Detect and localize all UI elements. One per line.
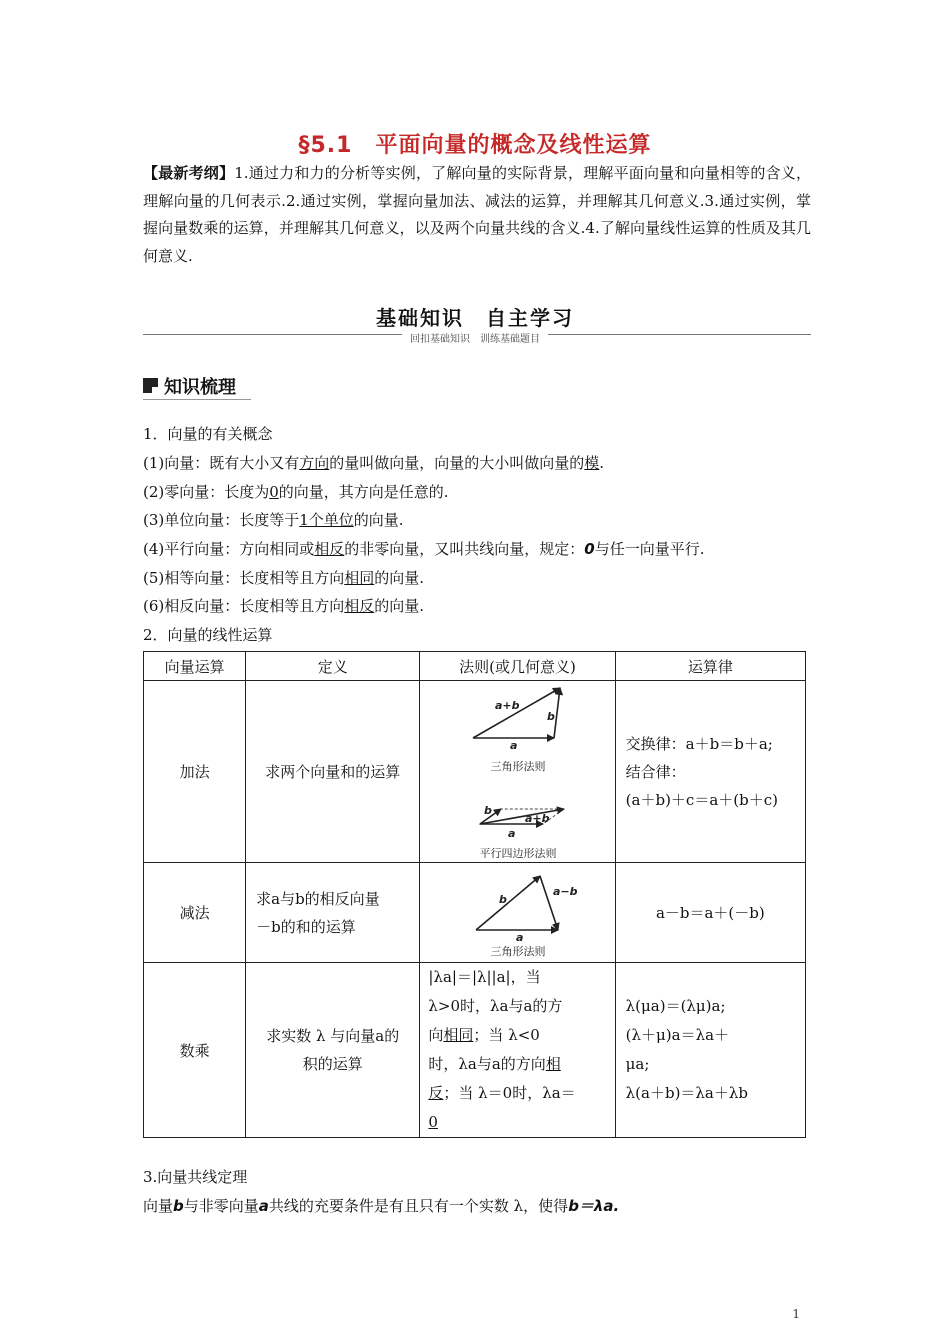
triangle-vector-b	[554, 688, 560, 738]
addition-diagram-cell	[420, 681, 615, 863]
concept-parallel-vector: (4)平行向量：方向相同或相反的非零向量，又叫共线向量，规定：0与任一向量平行.	[143, 540, 705, 558]
triangle-caption: 三角形法则	[490, 759, 546, 773]
multiplication-law4: λ(a＋b)＝λa＋λb	[625, 1084, 748, 1102]
parallelogram-label-a: a	[507, 826, 515, 840]
subtraction-diagram	[423, 865, 613, 957]
multiplication-law3: μa;	[625, 1055, 650, 1073]
parallelogram-label-sum: a+b	[524, 811, 550, 825]
banner-subtitle-wrap	[0, 327, 950, 346]
subtraction-name: 减法	[144, 863, 246, 963]
subtraction-law: a－b＝a＋(－b)	[615, 863, 805, 963]
subtraction-label-b: b	[498, 892, 507, 906]
multiplication-law1: λ(μa)＝(λμ)a;	[625, 997, 726, 1015]
triangle-label-sum: a+b	[494, 698, 520, 712]
addition-definition: 求两个向量和的运算	[246, 681, 420, 863]
multiplication-rule-line5: 反；当 λ＝0时，λa＝	[428, 1084, 576, 1102]
multiplication-rule	[420, 963, 615, 1138]
addition-law-associative-label: 结合律：	[625, 762, 686, 781]
outline-label: 【最新考纲】	[143, 164, 235, 182]
subtraction-caption: 三角形法则	[490, 944, 546, 957]
outline-text: 1.通过力和力的分析等实例，了解向量的实际背景，理解平面向量和向量相等的含义，理解向量的几何表示.2.通过实例，掌握向量加法、减法的运算，并理解其几何意义.3.通过实例，掌握向量数乘的运算，并理解其几何意义，以及两个向量共线的含义.4.了解向量线性运算的性质及其几何意义.	[143, 164, 811, 265]
table-row-addition	[144, 681, 806, 863]
header-operation: 向量运算	[144, 652, 246, 681]
syllabus-outline	[143, 160, 811, 270]
concept-vector: (1)向量：既有大小又有方向的量叫做向量，向量的大小叫做向量的模.	[143, 454, 605, 472]
table-header-row	[144, 652, 806, 681]
addition-name: 加法	[144, 681, 246, 863]
table-row-subtraction	[144, 863, 806, 963]
addition-law-commutative: 交换律：a＋b＝b＋a;	[625, 734, 773, 753]
page-number: 1	[792, 1307, 800, 1321]
concept-zero-vector: (2)零向量：长度为0的向量，其方向是任意的.	[143, 483, 449, 501]
header-rule: 法则(或几何意义)	[420, 652, 615, 681]
concept-unit-vector: (3)单位向量：长度等于1个单位的向量.	[143, 511, 404, 529]
subtraction-definition-line1: 求a与b的相反向量	[256, 889, 380, 908]
multiplication-rule-line6: 0	[428, 1113, 438, 1131]
page-title: §5.1 平面向量的概念及线性运算	[298, 133, 652, 158]
subtraction-diagram-cell	[420, 863, 615, 963]
linear-heading: 2．向量的线性运算	[143, 626, 273, 644]
subtraction-vector-b	[476, 876, 540, 930]
collinear-theorem: 向量b与非零向量a共线的充要条件是有且只有一个实数 λ，使得b＝λa.	[143, 1197, 620, 1215]
addition-diagram	[423, 682, 613, 858]
triangle-label-a: a	[509, 738, 517, 752]
addition-law-associative: (a＋b)＋c＝a＋(b＋c)	[625, 790, 778, 809]
multiplication-rule-line3: 向相同；当 λ<0	[428, 1026, 540, 1044]
banner-subtitle: 回扣基础知识 训练基础题目	[402, 334, 548, 345]
multiplication-law2: (λ＋μ)a＝λa＋	[625, 1026, 730, 1044]
concept-equal-vector: (5)相等向量：长度相等且方向相同的向量.	[143, 569, 425, 587]
multiplication-rule-line2: λ>0时，λa与a的方	[428, 997, 563, 1015]
header-definition: 定义	[246, 652, 420, 681]
concepts-heading: 1．向量的有关概念	[143, 425, 273, 443]
header-law: 运算律	[615, 652, 805, 681]
triangle-label-b: b	[546, 709, 555, 723]
concept-opposite-vector: (6)相反向量：长度相等且方向相反的向量.	[143, 597, 425, 615]
multiplication-definition-line1: 求实数 λ 与向量a的	[266, 1027, 400, 1045]
multiplication-rule-line4: 时，λa与a的方向相	[428, 1055, 561, 1073]
section-title: 知识梳理	[164, 377, 236, 398]
collinear-heading: 3.向量共线定理	[143, 1168, 248, 1186]
section-underline	[143, 399, 251, 400]
linear-operations-table	[143, 651, 806, 1138]
addition-laws	[615, 681, 805, 863]
parallelogram-label-b: b	[483, 803, 492, 817]
section-banner-title: 基础知识 自主学习	[376, 306, 574, 330]
subtraction-label-a: a	[515, 930, 523, 944]
multiplication-definition-line2: 积的运算	[302, 1055, 363, 1073]
multiplication-rule-line1: |λa|＝|λ||a|，当	[428, 968, 541, 986]
table-row-multiplication	[144, 963, 806, 1138]
multiplication-definition	[246, 963, 420, 1138]
section-square-icon	[143, 378, 158, 393]
subtraction-definition-line2: －b的和的运算	[256, 917, 356, 936]
parallelogram-caption: 平行四边形法则	[479, 846, 557, 858]
multiplication-laws	[615, 963, 805, 1138]
parallelogram-vector-sum	[480, 809, 564, 824]
multiplication-name: 数乘	[144, 963, 246, 1138]
subtraction-definition	[246, 863, 420, 963]
subtraction-label-diff: a−b	[552, 884, 578, 898]
